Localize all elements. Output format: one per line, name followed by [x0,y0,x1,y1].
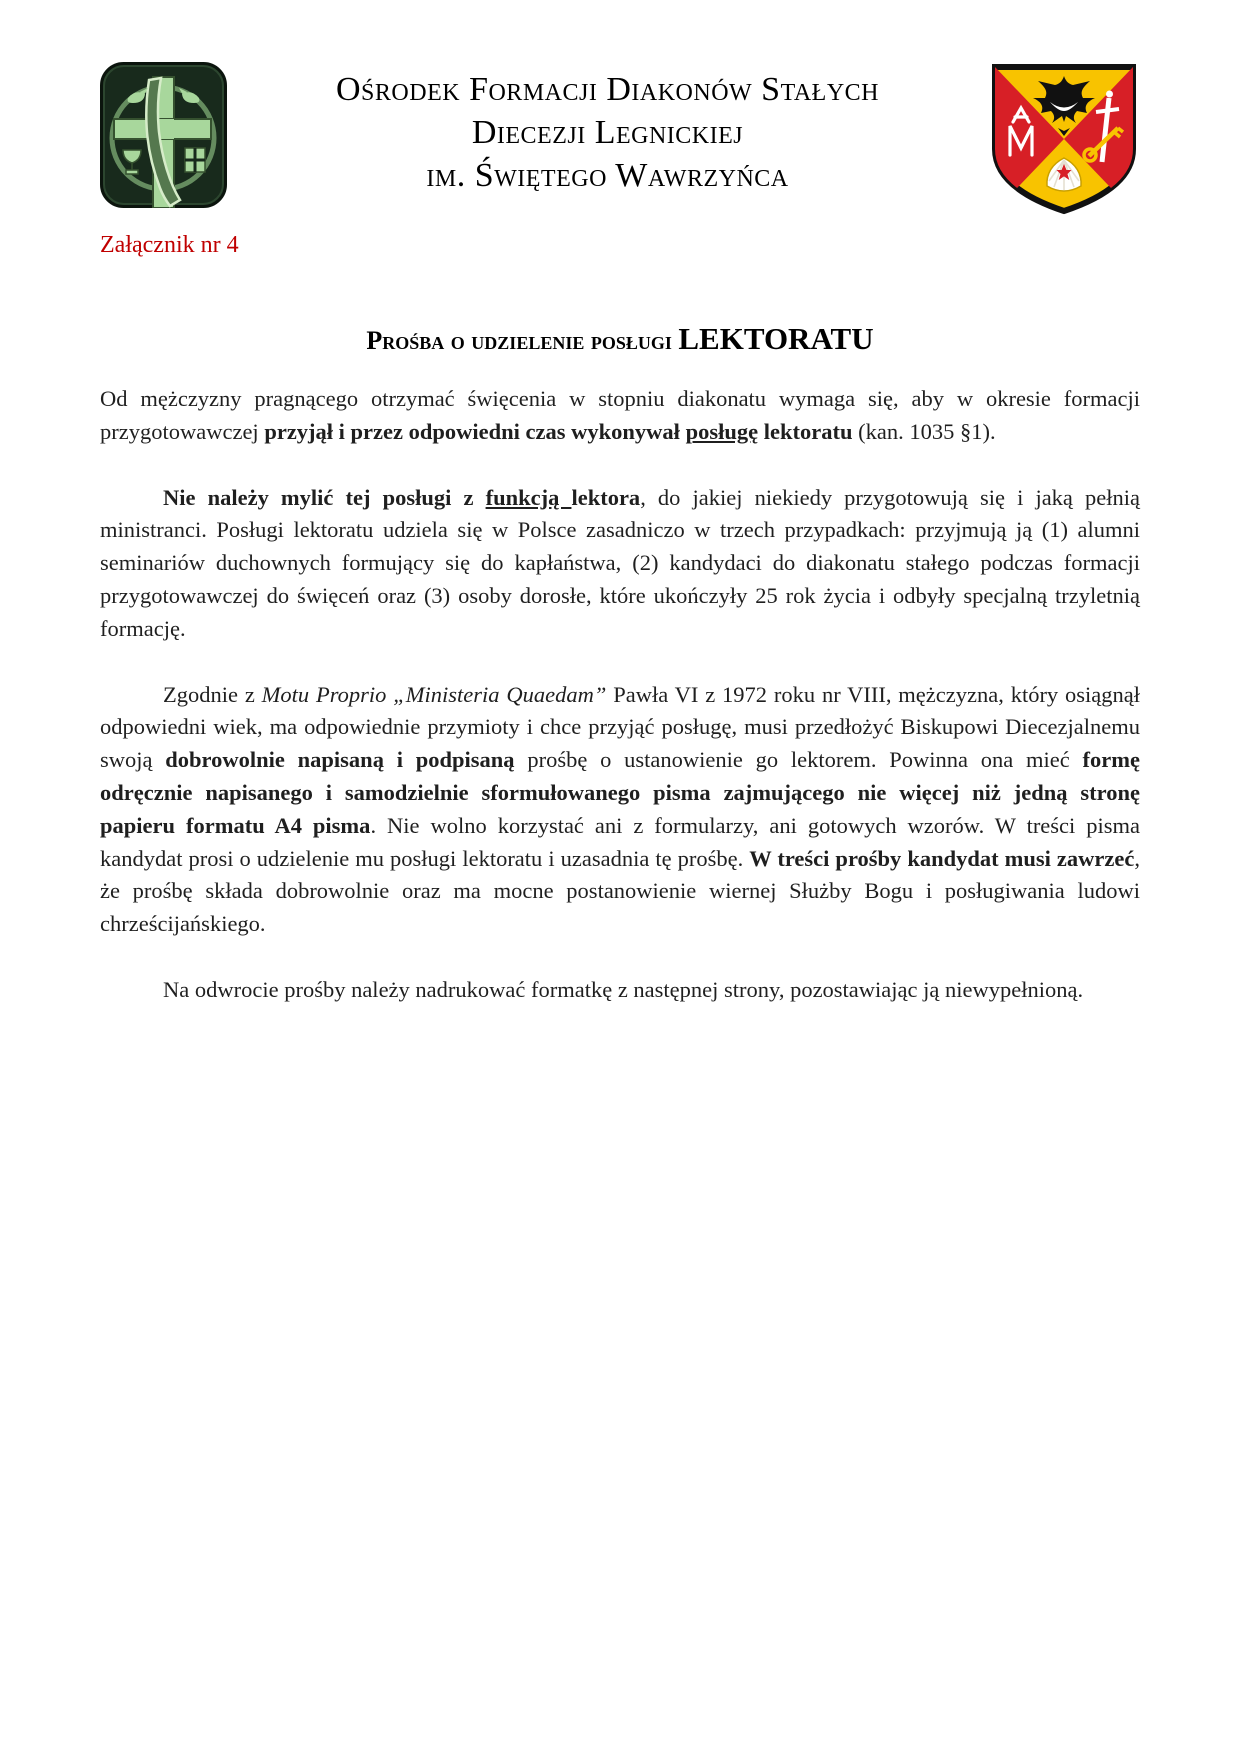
text-run: lektoratu [758,418,853,444]
green-cross-emblem-icon [100,62,227,208]
text-run: przyjął i przez odpowiedni czas wykonywał [264,418,686,444]
org-name-line2: Diecezji Legnickiej [471,114,744,151]
text-run: , do jakiej niekiedy przygotowują się i jaką pełnią ministranci. Posługi lektoratu udziela się w Polsce zasadniczo w trzech przypadkach: przyjmują ją (1) alumni seminariów duchownych formujący się do kapłaństwa, (2) kandydaci do diakonatu stałego podczas formacji przygotowawczej do święceń oraz (3) osoby dorosłe, które ukończyły 25 rok życia i odbyły specjalną trzyletnią formację. [100,484,1141,641]
attachment-number-label: Załącznik nr 4 [100,232,239,258]
coat-of-arms-shield-icon [988,60,1140,218]
text-run: Pawła VI z 1972 roku nr VIII, mężczyzna, który osiągnął odpowiedni wiek, ma odpowiednie przymioty i chce przyjąć posługę, musi przedłożyć Biskupowi Diecezjalnemu swoją [100,681,1141,773]
text-run: Motu Proprio „Ministeria Quaedam” [261,681,607,707]
diocese-coat-of-arms [988,60,1140,218]
text-run: Na odwrocie prośby należy nadrukować formatkę z następnej strony, pozostawiając ją niewypełnioną. [163,976,1084,1002]
text-run: prośbę o ustanowienie go lektorem. Powinna ona mieć [514,747,1083,773]
org-name-line3: im. Świętego Wawrzyńca [426,157,789,194]
text-run: funkcją [485,484,572,510]
text-run: , że prośbę składa dobrowolnie oraz ma mocne postanowienie wiernej Służby Bogu i posługiwania ludowi chrześcijańskiego. [100,845,1140,937]
document-title-prefix: Prośba o udzielenie posługi [366,326,679,355]
text-run: . Nie wolno korzystać ani z formularzy, ani gotowych wzorów. W treści pisma kandydat prosi o udzielenie mu posługi lektoratu i uzasadnia tę prośbę. [100,812,1141,871]
formation-center-logo [100,62,227,208]
paragraph [100,482,1140,646]
document-title-emphasis: LEKTORATU [678,321,874,356]
letterhead [100,62,1140,218]
paragraph [100,383,1140,449]
text-run: Od mężczyzny pragnącego otrzymać święcenia w stopniu diakonatu wymaga się, aby w okresie formacji przygotowawczej [100,386,1140,444]
text-run: Zgodnie z [163,681,262,707]
text-run: (kan. 1035 §1). [852,418,996,444]
text-run: dobrowolnie napisaną i podpisaną [165,747,515,773]
document-body [100,383,1140,1007]
text-run: posługę [685,418,759,444]
paragraph [100,679,1140,941]
text-run: lektora [571,484,641,510]
document-title [100,321,1140,357]
paragraph [100,974,1140,1007]
text-run: Nie należy mylić tej posługi z [163,484,486,510]
org-name-line1: Ośrodek Formacji Diakonów Stałych [336,71,879,108]
text-run: formę odręcznie napisanego i samodzielnie sformułowanego pisma zajmującego nie więcej niż jedną stronę papieru formatu A4 pisma [100,747,1140,838]
organization-name [227,62,988,197]
text-run: W treści prośby kandydat musi zawrzeć [749,845,1135,871]
